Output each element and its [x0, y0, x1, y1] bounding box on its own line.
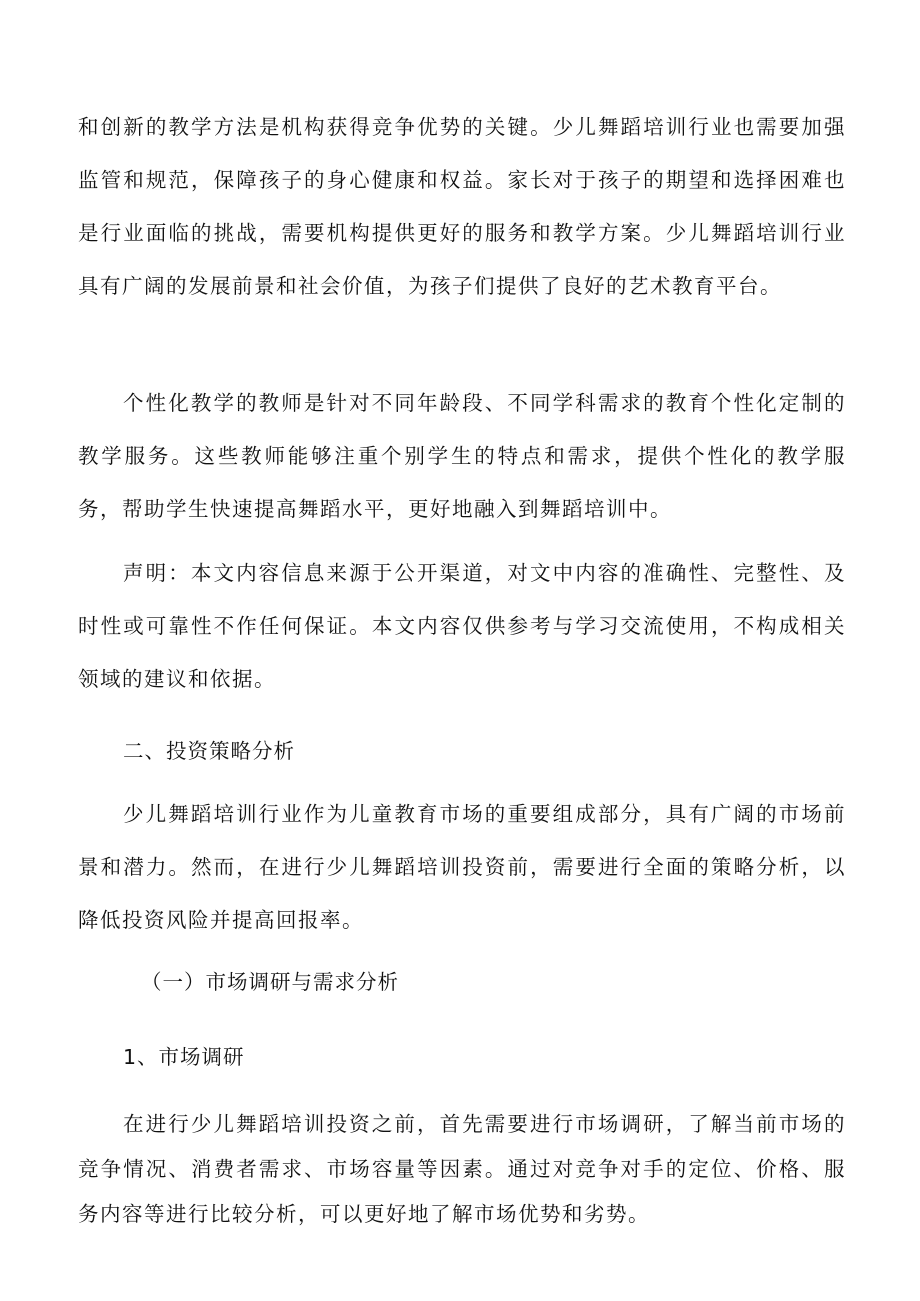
paragraph-disclaimer: 声明：本文内容信息来源于公开渠道，对文中内容的准确性、完整性、及时性或可靠性不作任何保证。本文内容仅供参考与学习交流使用，不构成相关领域的建议和依据。 [78, 561, 846, 691]
subsection-heading: （一）市场调研与需求分析 [141, 970, 399, 994]
item-heading: 1、市场调研 [123, 1045, 245, 1069]
paragraph-continuation: 和创新的教学方法是机构获得竞争优势的关键。少儿舞蹈培训行业也需要加强监管和规范，保障孩子的身心健康和权益。家长对于孩子的期望和选择困难也是行业面临的挑战，需要机构提供更好的服务和教学方案。少儿舞蹈培训行业具有广阔的发展前景和社会价值，为孩子们提供了良好的艺术教育平台。 [78, 115, 846, 298]
paragraph-intro: 少儿舞蹈培训行业作为儿童教育市场的重要组成部分，具有广阔的市场前景和潜力。然而，在进行少儿舞蹈培训投资前，需要进行全面的策略分析，以降低投资风险并提高回报率。 [78, 802, 846, 932]
paragraph-market-research: 在进行少儿舞蹈培训投资之前，首先需要进行市场调研，了解当前市场的竞争情况、消费者需求、市场容量等因素。通过对竞争对手的定位、价格、服务内容等进行比较分析，可以更好地了解市场优势和劣势。 [78, 1112, 846, 1226]
paragraph-teachers: 个性化教学的教师是针对不同年龄段、不同学科需求的教育个性化定制的教学服务。这些教师能够注重个别学生的特点和需求，提供个性化的教学服务，帮助学生快速提高舞蹈水平，更好地融入到舞蹈培训中。 [78, 391, 846, 521]
section-heading: 二、投资策略分析 [123, 739, 295, 763]
